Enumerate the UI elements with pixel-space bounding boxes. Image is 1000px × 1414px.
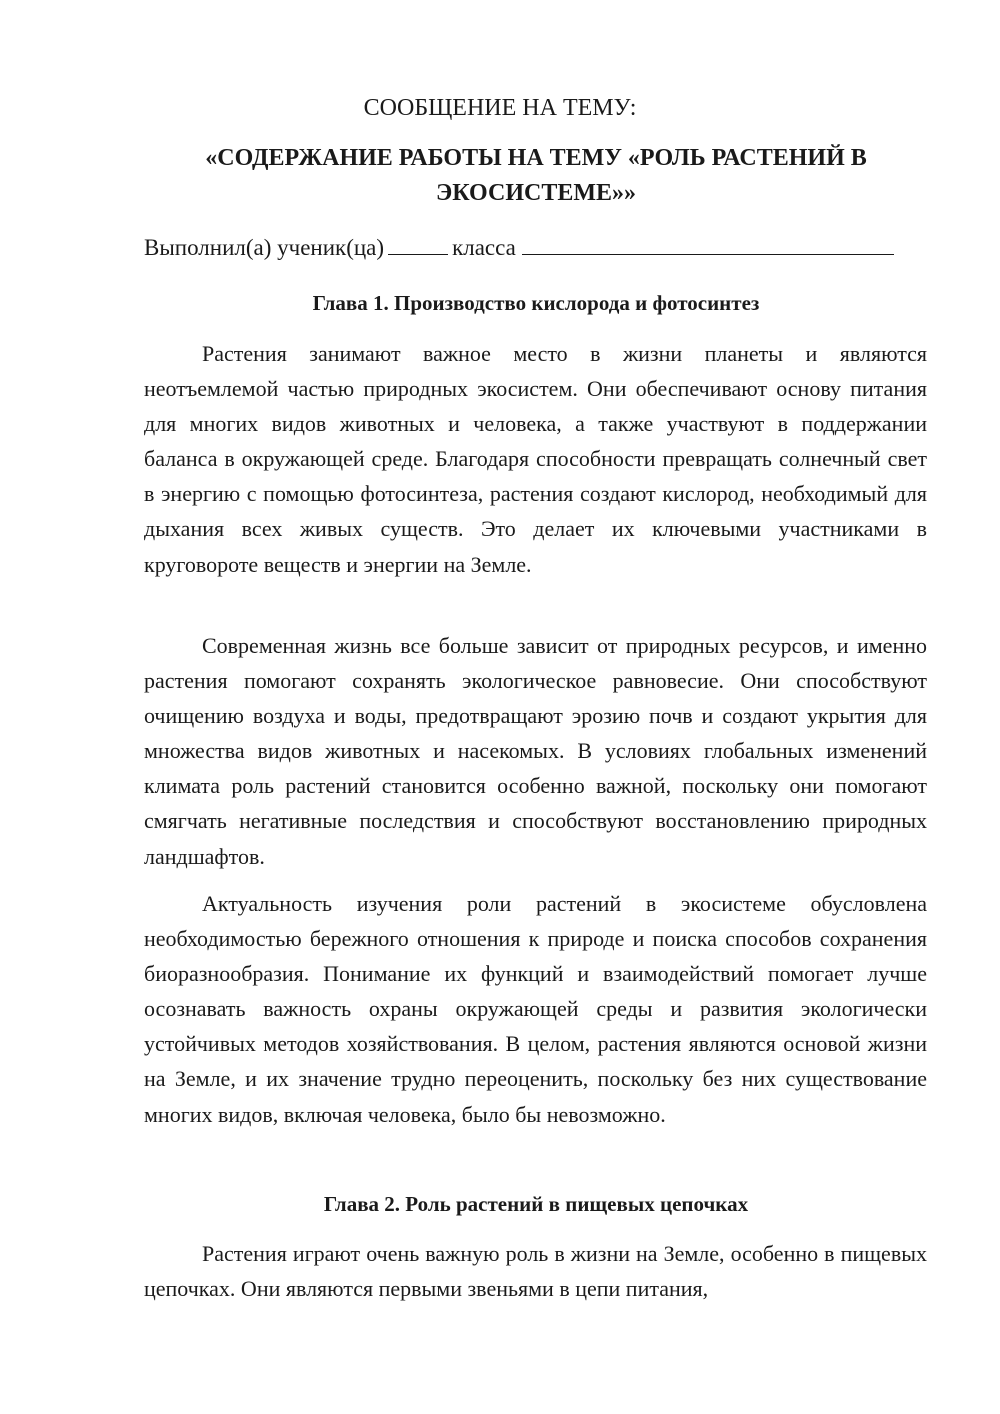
class-label: класса xyxy=(452,235,516,260)
paragraph: Растения играют очень важную роль в жизни на Земле, особенно в пищевых цепочках. Они являются первыми звеньями в цепи питания, xyxy=(144,1241,927,1302)
paragraph: Актуальность изучения роли растений в экосистеме обусловлена необходимостью бережного отношения к природе и поиска способов сохранения биоразнообразия. Понимание их функций и взаимодействий помогает лучше осознавать важность охраны окружающей среды и развития экологически устойчивых методов хозяйствования. В целом, растения являются основой жизни на Земле, и их значение трудно переоценить, поскольку без них существование многих видов, включая человека, было бы невозможно. xyxy=(144,891,927,1127)
chapter-heading-2: Глава 2. Роль растений в пищевых цепочках xyxy=(323,1192,749,1216)
paragraph: Растения занимают важное место в жизни планеты и являются неотъемлемой частью природных экосистем. Они обеспечивают основу питания для многих видов животных и человека, а также участвуют в поддержании баланса в окружающей среде. Благодаря способности превращать солнечный свет в энергию с помощью фотосинтеза, растения создают кислород, необходимый для дыхания всех живых существ. Это делает их ключевыми участниками в круговороте веществ и энергии на Земле. xyxy=(144,341,927,577)
author-label: Выполнил(а) ученик(ца) xyxy=(144,235,385,260)
document-header: СООБЩЕНИЕ НА ТЕМУ: xyxy=(363,95,637,121)
name-blank-field xyxy=(522,234,894,255)
chapter-heading-1: Глава 1. Производство кислорода и фотосинтез xyxy=(312,291,760,315)
document-title-line-2: ЭКОСИСТЕМЕ»» xyxy=(435,180,637,206)
author-line xyxy=(144,233,934,263)
class-blank-field xyxy=(388,234,448,255)
document-title-line-1: «СОДЕРЖАНИЕ РАБОТЫ НА ТЕМУ «РОЛЬ РАСТЕНИЙ В xyxy=(205,145,867,171)
paragraph: Современная жизнь все больше зависит от природных ресурсов, и именно растения помогают сохранять экологическое равновесие. Они способствуют очищению воздуха и воды, предотвращают эрозию почв и создают укрытия для множества видов животных и насекомых. В условиях глобальных изменений климата роль растений становится особенно важной, поскольку они помогают смягчать негативные последствия и способствуют восстановлению природных ландшафтов. xyxy=(144,633,927,869)
